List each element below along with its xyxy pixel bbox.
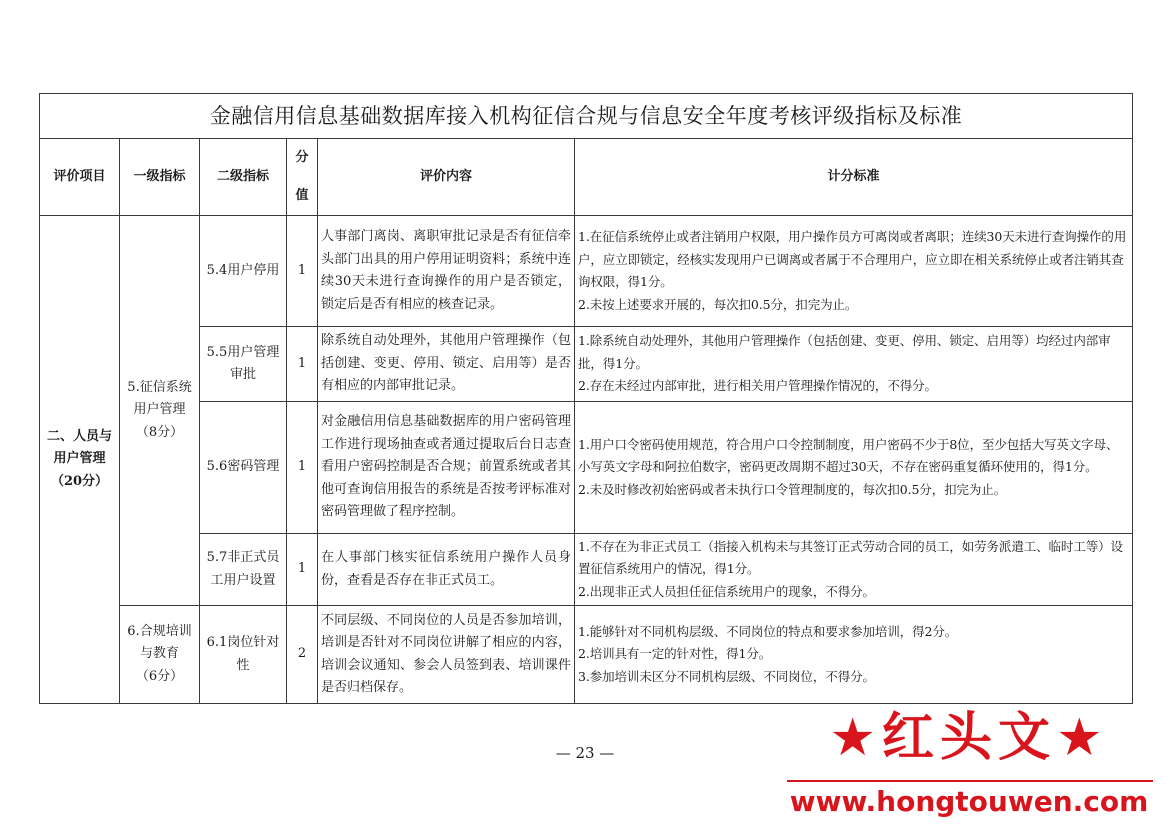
table-row [40,327,1133,402]
category-line: 二、人员与 [46,428,112,444]
standard-cell [575,534,1133,606]
standard-item: 1.除系统自动处理外，其他用户管理操作（包括创建、变更、停用、锁定、启用等）均经过内部审批，得1分。 [578,333,1111,371]
score-cell: 1 [287,534,318,606]
score-cell: 1 [287,216,318,327]
watermark-url: www.hongtouwen.com [789,785,1149,818]
header-scoring-standard: 计分标准 [575,139,1133,216]
watermark-title: ★红头文★ [829,708,1109,768]
level1-line: 5.征信系统 [127,379,192,395]
standard-item: 3.参加培训未区分不同机构层级、不同岗位，不得分。 [578,668,875,684]
level1-cell [120,606,200,704]
standard-item: 2.未按上述要求开展的，每次扣0.5分，扣完为止。 [578,296,858,312]
document-title: 金融信用信息基础数据库接入机构征信合规与信息安全年度考核评级指标及标准 [40,94,1133,139]
level1-line: 用户管理 [133,402,186,418]
page-number: — 23 — [555,744,615,762]
standard-item: 1.在征信系统停止或者注销用户权限，用户操作员方可离岗或者离职；连续30天未进行查询操作的用户，应立即锁定，经核实发现用户已调离或者属于不合理用户，应立即在相关系统停止或者注销其查询权限，得1分。 [578,229,1127,289]
level2-line: 6.1岗位针对 [206,635,280,650]
standard-item: 1.能够针对不同机构层级、不同岗位的特点和要求参加培训，得2分。 [578,623,958,639]
level2-line: 5.7非正式员 [206,550,280,565]
standard-item: 1.用户口令密码使用规范，符合用户口令控制制度，用户密码不少于8位，至少包括大写英文字母、小写英文字母和阿拉伯数字，密码更改周期不超过30天，不存在密码重复循环使用的，得1分。 [578,436,1119,475]
level1-line: （8分） [135,424,184,440]
level2-cell [200,534,287,606]
score-cell: 1 [287,402,318,534]
content-cell: 不同层级、不同岗位的人员是否参加培训，培训是否针对不同岗位讲解了相应的内容，培训会议通知、参会人员签到表、培训课件是否归档保存。 [318,606,575,704]
table-row [40,534,1133,606]
level2-line: 5.4用户停用 [206,262,280,278]
level2-line: 工用户设置 [210,572,276,588]
table-row [40,606,1133,704]
table-row [40,216,1133,327]
content-cell: 人事部门离岗、离职审批记录是否有征信牵头部门出具的用户停用证明资料；系统中连续30天未进行查询操作的用户是否锁定，锁定后是否有相应的核查记录。 [318,216,575,327]
content-cell: 除系统自动处理外，其他用户管理操作（包括创建、变更、停用、锁定、启用等）是否有相应的内部审批记录。 [318,327,575,402]
level2-line: 5.5用户管理 [206,344,280,360]
header-evaluation-content: 评价内容 [318,139,575,216]
content-cell: 在人事部门核实征信系统用户操作人员身份，查看是否存在非正式员工。 [318,534,575,606]
standard-item: 2.未及时修改初始密码或者未执行口令管理制度的，每次扣0.5分，扣完为止。 [578,481,1007,497]
standard-item: 2.出现非正式人员担任征信系统用户的现象，不得分。 [578,583,875,599]
standard-item: 2.存在未经过内部审批，进行相关用户管理操作情况的，不得分。 [578,378,937,394]
header-level2-indicator: 二级指标 [200,139,287,216]
header-evaluation-item: 评价项目 [40,139,120,216]
level2-line: 5.6密码管理 [206,459,280,475]
watermark [775,702,1163,822]
level1-cell [120,216,200,606]
content-cell: 对金融信用信息基础数据库的用户密码管理工作进行现场抽查或者通过提取后台日志查看用户密码控制是否合规；前置系统或者其他可查询信用报告的系统是否按考评标准对密码管理做了程序控制。 [318,402,575,534]
header-level1-indicator: 一级指标 [120,139,200,216]
standard-item: 2.培训具有一定的针对性，得1分。 [578,646,772,662]
header-score: 分值 [287,139,318,216]
standard-cell [575,327,1133,402]
category-line: 用户管理 [53,451,106,467]
category-line: （20分） [50,473,109,489]
level1-line: 与教育 [139,646,179,662]
table-row [40,402,1133,534]
standard-cell [575,402,1133,534]
standard-item: 1.不存在为非正式员工（指接入机构未与其签订正式劳动合同的员工，如劳务派遣工、临时工等）设置征信系统用户的情况，得1分。 [578,538,1123,577]
level2-cell [200,327,287,402]
level1-line: （6分） [135,668,184,684]
standard-cell [575,216,1133,327]
assessment-table [39,93,1133,704]
category-cell [40,216,120,704]
level2-cell [200,606,287,704]
score-cell: 2 [287,606,318,704]
level2-cell [200,402,287,534]
level2-cell [200,216,287,327]
level2-line: 性 [236,657,250,673]
score-cell: 1 [287,327,318,402]
standard-cell [575,606,1133,704]
level2-line: 审批 [229,367,256,382]
level1-line: 6.合规培训 [127,623,192,639]
